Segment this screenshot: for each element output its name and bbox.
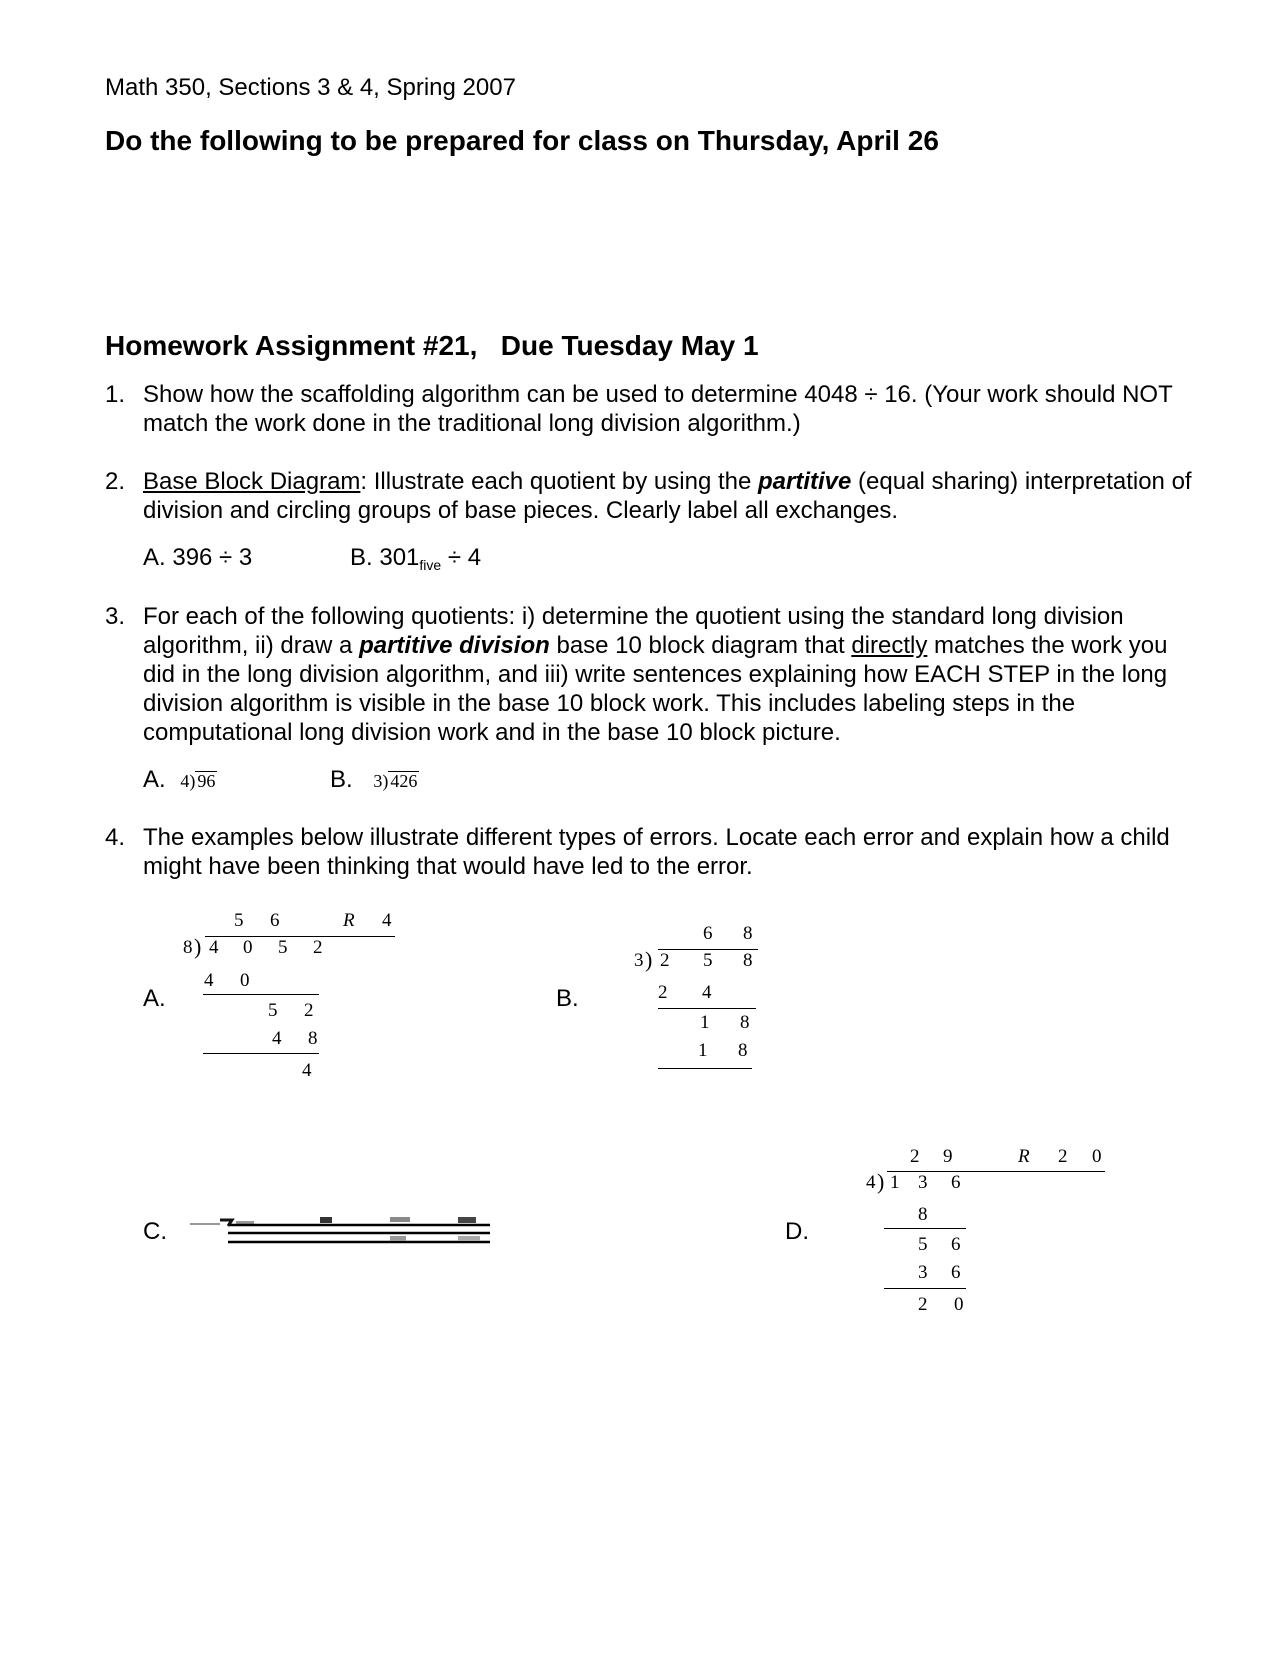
example-a-rule-1 (203, 994, 319, 995)
prep-heading: Do the following to be prepared for class on Thursday, April 26 (105, 125, 939, 156)
example-c-label: C. (143, 1218, 167, 1245)
example-a-rule-2 (203, 1053, 319, 1054)
partitive-division-emphasis: partitive division (359, 632, 550, 659)
example-b-rule-2 (658, 1068, 752, 1069)
question-3 (105, 602, 1195, 747)
example-b-rule-1 (658, 1008, 756, 1009)
question-2 (105, 467, 1195, 525)
question-4-number: 4. (105, 824, 126, 851)
question-3-choice-b: B. 3) 426 (330, 766, 418, 793)
division-bracket: ) (194, 934, 202, 959)
question-1 (105, 380, 1195, 438)
example-a-vinculum (205, 936, 395, 937)
homework-due: Due Tuesday May 1 (500, 330, 759, 361)
question-3-choice-a: A. 4) 96 (143, 766, 216, 793)
base-block-label: Base Block Diagram (143, 468, 361, 495)
base-five-subscript: five (419, 557, 442, 573)
example-b-vinculum (658, 949, 758, 950)
question-4-text: The examples below illustrate different types of errors. Locate each error and explain how a child might have been thinking that would have led to the error. (143, 824, 1170, 880)
document-page: Math 350, Sections 3 & 4, Spring 2007 Do the following to be prepared for class on Thursday, April 26 Homework Assignment #21, Due Tuesday May 1 1. Show how the scaffolding algorithm can be used to determine 4048 ÷ 16. (Your work should NOT match the work done in the traditional long division algorithm.) 2. Base Block Diagram: Illustrate each quotient by using the partitive (equal sharing) interpretation of division and circling groups of base pieces. Clearly label all exchanges. A. 396 ÷ 3 B. $301_{five} \div 4$ 3. For each of the following quotients: i) determine the quotient using the standard long division algorithm, ii) draw a partitive division base 10 block diagram that directly matches the work you did in the long division algorithm, and iii) write sentences explaining how EACH STEP in the long division algorithm is visible in the base 10 block work. This includes labeling steps in the computational long division work and in the base 10 block picture. A. 4) 96 B. 3) 426 4. The examples below illustrate different types of errors. Locate each error and explain how a child might have been thinking that would have led to the error. A. 5 6 R 4 8 ) 4 0 5 2 4 0 5 2 4 8 4 B. 6 8 3 ) 2 5 8 2 4 1 8 1 8 C. D. 2 9 R 2 0 4 ) 1 3 6 8 5 6 3 6 2 0 (0, 0, 1280, 1656)
question-2-text: Base Block Diagram: Illustrate each quotient by using the partitive (equal sharing) interpretation of division and circling groups of base pieces. Clearly label all exchanges. (143, 468, 1192, 524)
partitive-emphasis: partitive (758, 468, 852, 495)
question-2-number: 2. (105, 468, 126, 495)
homework-heading (105, 330, 759, 362)
example-b-label: B. (556, 985, 579, 1012)
example-c-illegible-work (190, 1212, 500, 1248)
question-3-number: 3. (105, 603, 126, 630)
long-division-4-into-96: 4) 96 (180, 771, 216, 791)
example-d-vinculum (887, 1171, 1105, 1172)
example-a-label: A. (143, 985, 166, 1012)
long-division-3-into-426: 3) 426 (373, 771, 418, 791)
question-4 (105, 823, 1195, 881)
question-1-text: Show how the scaffolding algorithm can be used to determine 4048 ÷ 16. (Your work should NOT match the work done in the traditional long division algorithm.) (143, 381, 1173, 437)
question-1-number: 1. (105, 381, 126, 408)
homework-title: Homework Assignment #21, (105, 330, 478, 361)
question-2-choice-a: A. 396 ÷ 3 (143, 544, 253, 571)
example-d-rule-2 (884, 1288, 966, 1289)
example-d-rule-1 (884, 1228, 966, 1229)
directly-underline: directly (851, 632, 928, 659)
example-d-label: D. (785, 1218, 809, 1245)
course-line: Math 350, Sections 3 & 4, Spring 2007 (105, 74, 516, 101)
division-bracket: ) (877, 1169, 885, 1194)
question-3-text: For each of the following quotients: i) determine the quotient using the standard long division algorithm, ii) draw a partitive division base 10 block diagram that directly matches the work you did in the long division algorithm, and iii) write sentences explaining how EACH STEP in the long division algorithm is visible in the base 10 block work. This includes labeling steps in the computational long division work and in the base 10 block picture. (143, 603, 1168, 746)
division-bracket: ) (645, 947, 653, 972)
question-2-choice-b: B. $301_{five} \div 4$ (350, 544, 482, 573)
